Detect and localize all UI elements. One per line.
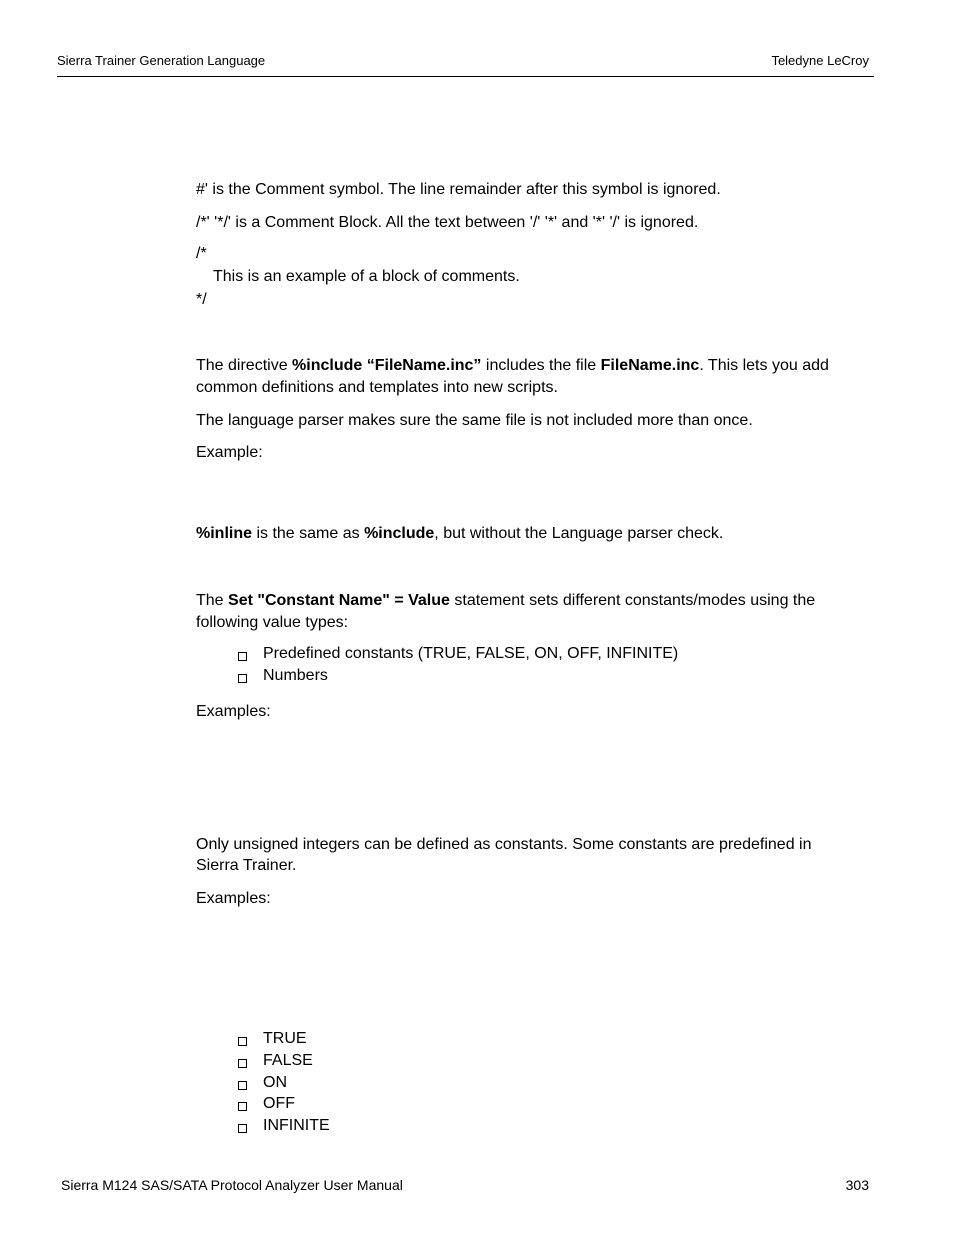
inline-paragraph: [196, 523, 723, 545]
footer-manual-title: Sierra M124 SAS/SATA Protocol Analyzer User Manual: [61, 1177, 403, 1193]
include-paragraph-line1: [196, 355, 829, 377]
set-text-a: The: [196, 592, 229, 609]
list-item: ON: [263, 1074, 287, 1091]
constants-examples-label: Examples:: [196, 890, 271, 907]
comment-block-open: /*: [196, 245, 207, 262]
constants-paragraph-line1: Only unsigned integers can be defined as constants. Some constants are predefined in: [196, 836, 812, 853]
include-text-c: . This lets you add: [699, 357, 829, 374]
inline-keyword: %inline: [196, 525, 253, 542]
header-company: Teledyne LeCroy: [771, 53, 869, 68]
page-number: 303: [845, 1177, 869, 1193]
list-item: INFINITE: [263, 1117, 330, 1134]
list-item: FALSE: [263, 1052, 313, 1069]
list-item: Predefined constants (TRUE, FALSE, ON, OFF, INFINITE): [263, 645, 679, 662]
constants-paragraph-line2: Sierra Trainer.: [196, 857, 297, 874]
include-text-b: includes the file: [481, 357, 601, 374]
inline-text1: is the same as: [252, 525, 365, 542]
include-example-label: Example:: [196, 444, 263, 461]
set-paragraph-line1: [196, 590, 815, 612]
bullet-icon: [238, 1081, 248, 1091]
bullet-icon: [238, 1102, 248, 1112]
include-filename: FileName.inc: [600, 357, 700, 374]
comment-block-close: */: [196, 291, 207, 308]
include-text-a: The directive: [196, 357, 293, 374]
bullet-icon: [238, 1059, 248, 1069]
bullet-icon: [238, 674, 248, 684]
set-text-b: statement sets different constants/modes using the: [449, 592, 816, 609]
list-item: TRUE: [263, 1030, 307, 1047]
bullet-icon: [238, 652, 248, 662]
header-rule: [57, 76, 874, 77]
include-directive: %include “FileName.inc”: [292, 357, 482, 374]
bullet-icon: [238, 1124, 248, 1134]
set-examples-label: Examples:: [196, 703, 271, 720]
include-paragraph-line2: common definitions and templates into new scripts.: [196, 379, 558, 396]
list-item: OFF: [263, 1095, 295, 1112]
bullet-icon: [238, 1037, 248, 1047]
include-keyword: %include: [364, 525, 435, 542]
comment-block-text: /*' '*/' is a Comment Block. All the text between '/' '*' and '*' '/' is ignored.: [196, 214, 699, 231]
header-title: Sierra Trainer Generation Language: [57, 53, 266, 68]
list-item: Numbers: [263, 667, 328, 684]
set-statement: Set "Constant Name" = Value: [228, 592, 450, 609]
inline-text2: , but without the Language parser check.: [434, 525, 724, 542]
comment-block-body: This is an example of a block of comments.: [213, 268, 520, 285]
set-paragraph-line2: following value types:: [196, 614, 349, 631]
include-once-text: The language parser makes sure the same file is not included more than once.: [196, 412, 753, 429]
comment-symbol-text: #' is the Comment symbol. The line remainder after this symbol is ignored.: [196, 181, 721, 198]
